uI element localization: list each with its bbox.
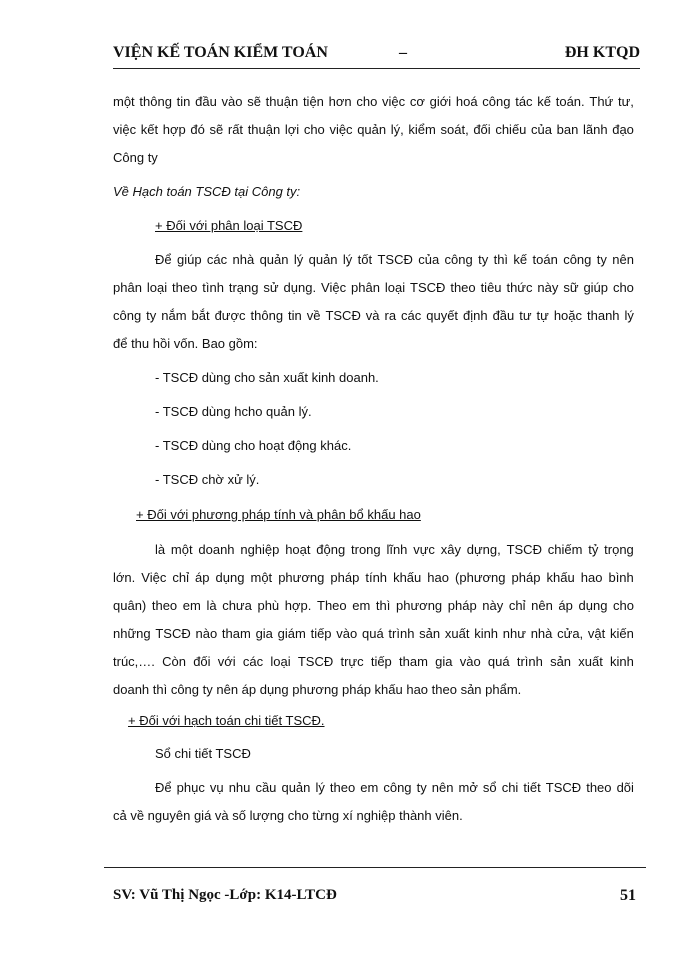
footer-rule <box>104 867 646 868</box>
body-line: lớn. Việc chỉ áp dụng một phương pháp tính khấu hao (phương pháp khấu hao bình <box>113 570 634 585</box>
body-line: để thu hồi vốn. Bao gồm: <box>113 336 258 351</box>
body-line: là một doanh nghiệp hoạt động trong lĩnh vực xây dựng, TSCĐ chiếm tỷ trọng <box>155 542 634 557</box>
body-line: một thông tin đầu vào sẽ thuận tiện hơn cho việc cơ giới hoá công tác kế toán. Thứ tư, <box>113 94 634 109</box>
header-dash: – <box>399 44 407 61</box>
body-line: việc kết hợp đó sẽ rất thuận lợi cho việc quản lý, kiểm soát, đối chiếu của ban lãnh đạo <box>113 122 634 137</box>
subsection-heading: + Đối với phương pháp tính và phân bổ khấu hao <box>136 507 421 522</box>
subsection-heading: + Đối với phân loại TSCĐ <box>155 218 303 233</box>
body-line: doanh thì công ty nên áp dụng phương pháp khấu hao theo sản phẩm. <box>113 682 522 697</box>
body-line: phân loại theo tình trạng sử dụng. Việc phân loại TSCĐ theo tiêu thức này sữ giúp cho <box>113 280 634 295</box>
list-item: - TSCĐ dùng cho sản xuất kinh doanh. <box>155 370 379 385</box>
body-line: Để giúp các nhà quản lý quản lý tốt TSCĐ của công ty thì kế toán công ty nên <box>155 252 634 267</box>
page-number: 51 <box>620 887 636 904</box>
footer-student-info: SV: Vũ Thị Ngọc -Lớp: K14-LTCĐ <box>113 887 337 903</box>
body-line: Sổ chi tiết TSCĐ <box>155 746 251 761</box>
body-line: cả về nguyên giá và số lượng cho từng xí nghiệp thành viên. <box>113 808 463 823</box>
body-line: công ty nắm bắt được thông tin về TSCĐ và ra các quyết định đầu tư tự hoặc thanh lý <box>113 308 634 323</box>
body-line: những TSCĐ nào tham gia giám tiếp vào quá trình sản xuất kinh như nhà cửa, vật kiến <box>113 626 634 641</box>
body-line: quân) theo em là chưa phù hợp. Theo em thì phương pháp này chỉ nên áp dụng cho <box>113 598 634 613</box>
header-rule <box>113 68 640 69</box>
body-line: Công ty <box>113 150 158 165</box>
subsection-heading: + Đối với hạch toán chi tiết TSCĐ. <box>128 713 325 728</box>
list-item: - TSCĐ chờ xử lý. <box>155 472 260 487</box>
list-item: - TSCĐ dùng cho hoạt động khác. <box>155 438 352 453</box>
header-university: ĐH KTQD <box>564 44 640 61</box>
section-heading: Về Hạch toán TSCĐ tại Công ty: <box>113 184 301 199</box>
list-item: - TSCĐ dùng hcho quản lý. <box>155 404 312 419</box>
header-institute: VIỆN KẾ TOÁN KIỂM TOÁN <box>113 44 328 61</box>
body-line: trúc,…. Còn đối với các loại TSCĐ trực tiếp tham gia vào quá trình sản xuất kinh <box>113 654 634 669</box>
page-header <box>113 44 640 68</box>
body-line: Để phục vụ nhu cầu quản lý theo em công ty nên mở sổ chi tiết TSCĐ theo dõi <box>155 780 634 795</box>
